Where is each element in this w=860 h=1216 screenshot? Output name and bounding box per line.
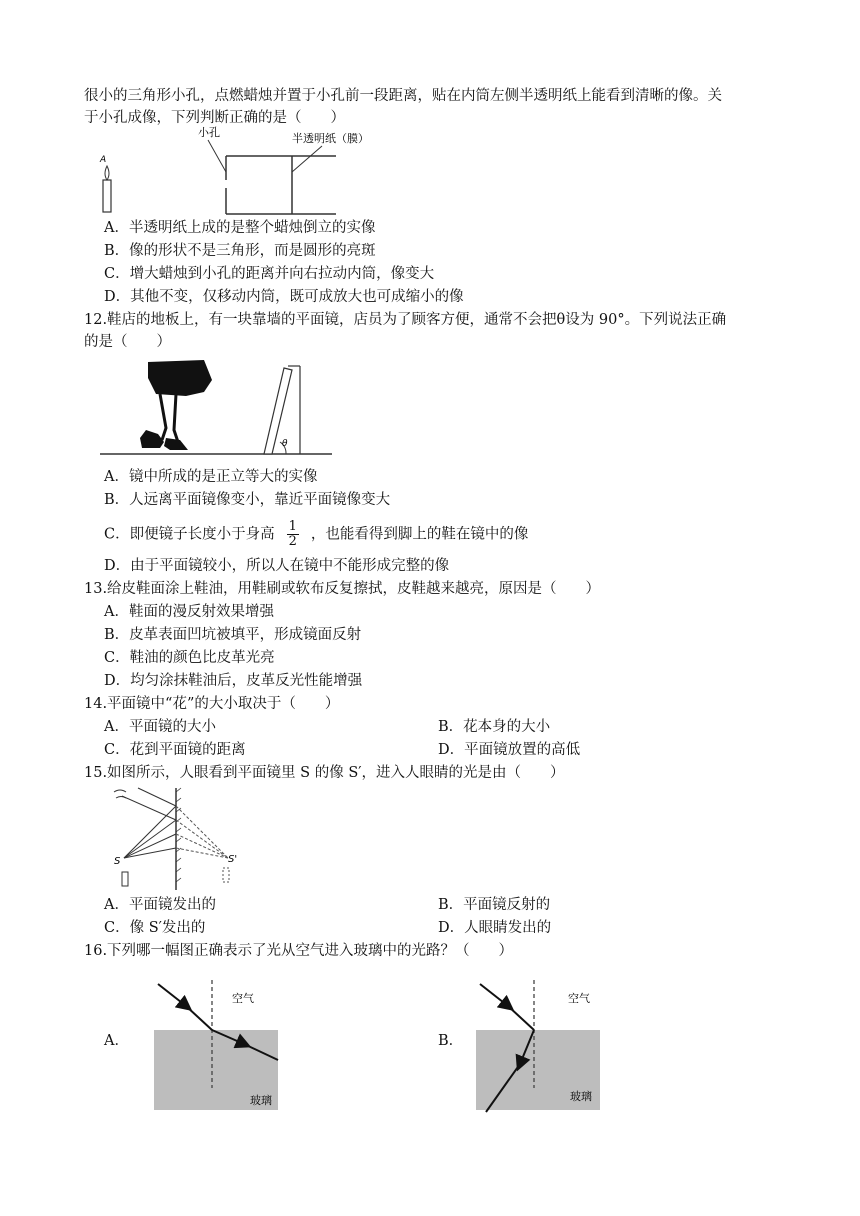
q12-option-a: A．镜中所成的是正立等大的实像 [104, 469, 318, 485]
q15-option-d: D．人眼睛发出的 [438, 920, 552, 936]
candle-icon [122, 872, 128, 886]
q13-option-a: A．鞋面的漫反射效果增强 [104, 604, 274, 620]
q11-option-a: A．半透明纸上成的是整个蜡烛倒立的实像 [104, 220, 376, 236]
q11-option-d: D．其他不变，仅移动内筒，既可成放大也可成缩小的像 [104, 289, 464, 305]
source-label: S [114, 856, 121, 867]
candle-label: A [100, 155, 107, 165]
candle-flame-icon [105, 166, 109, 180]
glass-label: 玻璃 [250, 1094, 272, 1107]
hole-label: 小孔 [198, 126, 220, 139]
q11-option-c: C．增大蜡烛到小孔的距离并向右拉动内筒，像变大 [104, 266, 435, 282]
fraction [287, 520, 299, 549]
mirror-reflection-figure [110, 784, 246, 892]
q16-option-a-label: A． [104, 1033, 129, 1049]
q12-option-c-post: ，也能看得到脚上的鞋在镜中的像 [310, 526, 529, 543]
theta-label: θ [282, 439, 288, 449]
q15-option-b: B．平面镜反射的 [438, 897, 551, 913]
q12-stem-line2: 的是（ ） [84, 334, 171, 350]
candle-image-icon [223, 868, 229, 882]
q16-stem: 16.下列哪一幅图正确表示了光从空气进入玻璃中的光路？（ ） [84, 943, 514, 959]
fraction-numerator: 1 [288, 519, 297, 534]
q11-stem-line2: 于小孔成像，下列判断正确的是（ ） [84, 110, 345, 126]
q13-option-b: B．皮革表面凹坑被填平，形成镜面反射 [104, 627, 362, 643]
q14-option-c: C．花到平面镜的距离 [104, 742, 246, 758]
q12-option-d: D．由于平面镜较小，所以人在镜中不能形成完整的像 [104, 558, 450, 574]
q14-stem: 14.平面镜中“花”的大小取决于（ ） [84, 696, 340, 712]
image-label: S' [228, 854, 238, 865]
q11-option-b: B．像的形状不是三角形，而是圆形的亮斑 [104, 243, 376, 259]
pinhole-camera-figure [96, 126, 369, 216]
fraction-denominator: 2 [288, 534, 297, 549]
refraction-figure-a [150, 976, 282, 1114]
q13-option-c: C．鞋油的颜色比皮革光亮 [104, 650, 275, 666]
q12-option-b: B．人远离平面镜像变小，靠近平面镜像变大 [104, 492, 391, 508]
q11-stem-line1: 很小的三角形小孔，点燃蜡烛并置于小孔前一段距离，贴在内筒左侧半透明纸上能看到清晰的像。关 [84, 88, 722, 104]
glass-label: 玻璃 [570, 1090, 592, 1103]
q12-option-c [104, 520, 528, 549]
q16-option-b-label: B． [438, 1033, 464, 1049]
candle-icon [103, 180, 111, 212]
q14-option-b: B．花本身的大小 [438, 719, 551, 735]
q13-option-d: D．均匀涂抹鞋油后，皮革反光性能增强 [104, 673, 363, 689]
q14-option-a: A．平面镜的大小 [104, 719, 216, 735]
paper-label: 半透明纸（膜） [292, 132, 369, 145]
shoe-mirror-figure [100, 356, 336, 460]
q14-option-d: D．平面镜放置的高低 [438, 742, 581, 758]
q12-option-c-pre: C．即便镜子长度小于身高 [104, 526, 275, 543]
shoe-icon [140, 430, 164, 448]
mirror-icon [264, 368, 292, 454]
refraction-figure-b [472, 976, 604, 1114]
skirt-icon [148, 360, 212, 396]
q15-option-c: C．像 S′发出的 [104, 920, 206, 936]
shoe-icon [164, 438, 188, 450]
q15-stem: 15.如图所示，人眼看到平面镜里 S 的像 S′，进入人眼睛的光是由（ ） [84, 765, 565, 781]
air-label: 空气 [568, 992, 590, 1005]
q13-stem: 13.给皮鞋面涂上鞋油，用鞋刷或软布反复擦拭，皮鞋越来越亮，原因是（ ） [84, 581, 601, 597]
air-label: 空气 [232, 992, 254, 1005]
q12-stem-line1: 12.鞋店的地板上，有一块靠墙的平面镜，店员为了顾客方便，通常不会把θ设为 90°。下列说法正确 [84, 312, 727, 328]
q15-option-a: A．平面镜发出的 [104, 897, 216, 913]
